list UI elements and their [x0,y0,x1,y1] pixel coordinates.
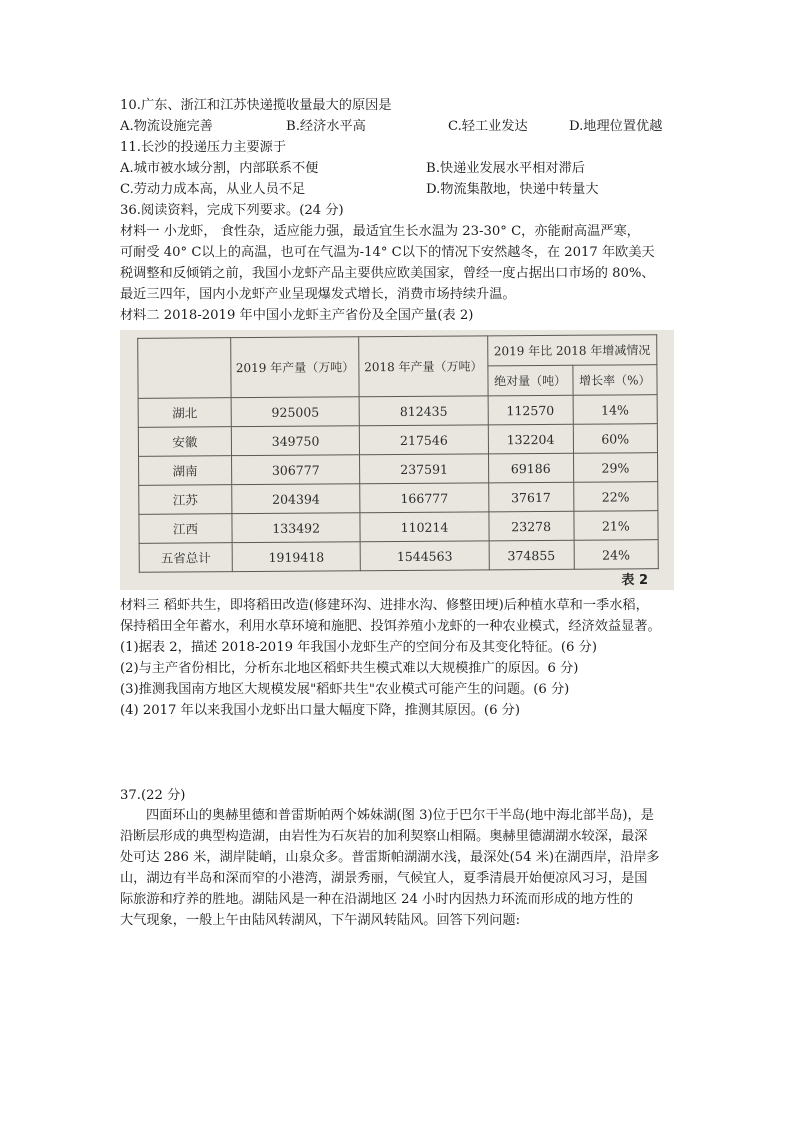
q10-option-d: D.地理位置优越 [569,119,663,134]
q36-material3-line: 材料三 稻虾共生，即将稻田改造(修建环沟、进排水沟、修整田埂)后种植水草和一季水稻， [120,598,649,613]
growth-rate-cell: 21% [574,511,659,541]
growth-rate-cell: 22% [573,482,658,512]
q37-paragraph-line: 处可达 286 米，湖岸陡峭，山泉众多。普雷斯帕湖湖水浅，最深处(54 米)在湖西岸，沿岸多 [120,850,660,865]
abs-change-cell: 23278 [489,511,574,541]
q36-subquestion-4: (4) 2017 年以来我国小龙虾出口量大幅度下降，推测其原因。(6 分) [120,703,520,718]
q36-material3-line: 保持稻田全年蓄水，利用水草环境和施肥、投饵养殖小龙虾的一种农业模式，经济效益显著。 [120,619,661,634]
province-cell: 江苏 [139,485,232,515]
q37-paragraph-line: 山，湖边有半岛和深而窄的小港湾，湖景秀丽，气候宜人，夏季清晨开始便凉风习习，是国 [120,871,648,886]
growth-rate-cell: 24% [574,540,659,570]
q10-option-b: B.经济水平高 [286,119,366,134]
q37-paragraph-line: 际旅游和疗养的胜地。湖陆风是一种在沿湖地区 24 小时内因热力环流而形成的地方性的 [120,892,634,907]
abs-change-cell: 112570 [488,395,573,425]
value-2018-cell: 110214 [360,512,489,542]
value-2019-cell: 306777 [232,455,361,485]
q36-material1-line: 税调整和反倾销之前，我国小龙虾产品主要供应欧美国家，曾经一度占据出口市场的 80%、 [120,266,655,281]
value-2019-cell: 1919418 [232,542,361,572]
table-corner-cell [138,338,231,399]
q36-subquestion-2: (2)与主产省份相比，分析东北地区稻虾共生模式难以大规模推广的原因。6 分) [120,661,579,676]
table-row [138,395,657,428]
table-row [139,540,658,573]
province-cell: 江西 [139,514,232,544]
q11-option-d: D.物流集散地，快递中转量大 [426,182,599,197]
abs-change-cell: 37617 [488,482,573,512]
province-cell: 五省总计 [139,543,232,573]
growth-rate-cell: 14% [573,395,658,425]
abs-change-cell: 69186 [488,453,573,483]
q36-subquestion-3: (3)推测我国南方地区大规模发展"稻虾共生"农业模式可能产生的问题。(6 分) [120,682,570,697]
value-2018-cell: 237591 [360,454,489,484]
q10-option-c: C.轻工业发达 [448,119,528,134]
value-2018-cell: 1544563 [360,541,489,571]
q11-option-b: B.快递业发展水平相对滞后 [426,161,585,176]
value-2018-cell: 217546 [360,425,489,455]
value-2019-cell: 925005 [231,397,360,427]
table-row [139,482,658,515]
q36-material1-line: 最近三四年，国内小龙虾产业呈现爆发式增长，消费市场持续升温。 [120,287,516,302]
q10-stem: 10.广东、浙江和江苏快递揽收量最大的原因是 [120,98,392,113]
header-change: 2019 年比 2018 年增减情况 [487,335,657,366]
province-cell: 湖南 [139,456,232,486]
header-growth-rate: 增长率（%） [573,365,658,396]
growth-rate-cell: 29% [573,453,658,483]
table-row [139,511,658,544]
q37-paragraph-line: 大气现象，一般上午由陆风转湖风，下午湖风转陆风。回答下列问题: [120,913,521,928]
q37-paragraph-line: 四面环山的奥赫里德和普雷斯帕两个姊妹湖(图 3)位于巴尔干半岛(地中海北部半岛)，是 [146,808,654,823]
value-2019-cell: 133492 [232,513,361,543]
table-caption: 表 2 [621,573,648,588]
q10-option-a: A.物流设施完善 [120,119,213,134]
table-2-photo [120,330,674,590]
value-2018-cell: 812435 [359,396,488,426]
abs-change-cell: 132204 [488,424,573,454]
growth-rate-cell: 60% [573,424,658,454]
province-cell: 安徽 [138,427,231,457]
province-cell: 湖北 [138,398,231,428]
header-absolute: 绝对量（吨） [488,365,573,396]
q37-paragraph-line: 沿断层形成的典型构造湖，由岩性为石灰岩的加利契察山相隔。奥赫里德湖湖水较深，最深 [120,829,648,844]
value-2019-cell: 204394 [232,484,361,514]
value-2019-cell: 349750 [231,426,360,456]
q11-stem: 11.长沙的投递压力主要源于 [120,140,287,155]
table-row [138,424,657,457]
q11-option-c: C.劳动力成本高，从业人员不足 [120,182,306,197]
q36-material1-line: 材料一 小龙虾， 食性杂，适应能力强，最适宜生长水温为 23-30° C，亦能耐高温严寒， [120,224,640,239]
q37-intro: 37.(22 分) [120,788,186,803]
q36-material2-title: 材料二 2018-2019 年中国小龙虾主产省份及全国产量(表 2) [120,308,474,323]
q36-subquestion-1: (1)据表 2，描述 2018-2019 年我国小龙虾生产的空间分布及其变化特征。(6 分) [120,640,597,655]
table-row [139,453,658,486]
header-2018-output: 2018 年产量（万吨） [359,336,488,397]
abs-change-cell: 374855 [489,540,574,570]
q11-option-a: A.城市被水域分割，内部联系不便 [120,161,319,176]
q36-material1-line: 可耐受 40° C以上的高温，也可在气温为-14° C以下的情况下安然越冬，在 2017 年欧美天 [120,245,655,260]
value-2018-cell: 166777 [360,483,489,513]
production-table [137,334,659,573]
q36-intro: 36.阅读资料，完成下列要求。(24 分) [120,203,344,218]
header-2019-output: 2019 年产量（万吨） [231,337,360,398]
